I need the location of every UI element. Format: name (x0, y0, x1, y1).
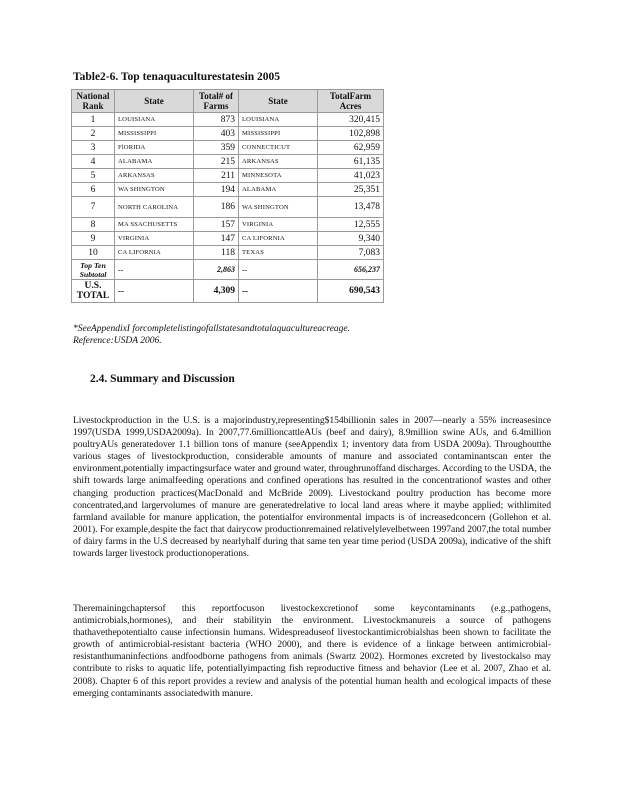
total-state-farms: -- (115, 280, 194, 303)
state-cell: MISSISSIPPI (115, 127, 194, 141)
total-acres: 690,543 (318, 280, 384, 303)
farms-cell: 186 (194, 197, 239, 218)
acres-cell: 61,135 (318, 155, 384, 169)
rank-cell: 6 (72, 183, 115, 197)
total-farms: 4,309 (194, 280, 239, 303)
header-total-farms: Total# of Farms (194, 90, 239, 113)
rank-cell: 4 (72, 155, 115, 169)
state-cell: ALABAMA (115, 155, 194, 169)
subtotal-row (72, 260, 384, 280)
state-cell: NORTH CAROLINA (115, 197, 194, 218)
subtotal-state-farms: -- (115, 260, 194, 280)
rank-cell: 3 (72, 141, 115, 155)
state-cell: WA SHINGTON (239, 197, 318, 218)
rank-cell: 8 (72, 218, 115, 232)
farms-cell: 215 (194, 155, 239, 169)
table-row (72, 197, 384, 218)
farms-cell: 211 (194, 169, 239, 183)
state-cell: WA SHINGTON (115, 183, 194, 197)
table-row (72, 169, 384, 183)
header-total-acres: TotalFarm Acres (318, 90, 384, 113)
header-state-farms: State (115, 90, 194, 113)
farms-cell: 359 (194, 141, 239, 155)
acres-cell: 320,415 (318, 113, 384, 127)
farms-cell: 194 (194, 183, 239, 197)
farms-cell: 118 (194, 246, 239, 260)
table-row (72, 127, 384, 141)
table-row (72, 183, 384, 197)
acres-cell: 12,555 (318, 218, 384, 232)
rank-cell: 5 (72, 169, 115, 183)
acres-cell: 41,023 (318, 169, 384, 183)
state-cell: MISSISSIPPI (239, 127, 318, 141)
state-cell: ALABAMA (239, 183, 318, 197)
farms-cell: 147 (194, 232, 239, 246)
table-row (72, 218, 384, 232)
state-cell: CA LIFORNIA (115, 246, 194, 260)
header-state-acres: State (239, 90, 318, 113)
acres-cell: 9,340 (318, 232, 384, 246)
rank-cell: 2 (72, 127, 115, 141)
farms-cell: 157 (194, 218, 239, 232)
table-row (72, 113, 384, 127)
state-cell: LOUISIANA (239, 113, 318, 127)
total-state-acres: -- (239, 280, 318, 303)
aquaculture-table (71, 89, 384, 303)
total-row (72, 280, 384, 303)
body-paragraph: Livestockproduction in the U.S. is a majorindustry,representing$154billionin sales in 2007—nearly a 55% increasesince 1997(USDA 1999,USDA2009a). In 2007,77.6millioncattleAUs (beef and dairy), 8.9million swine AUs, and 6.4million poultryAUs generatedover 1.1 billion tons of manure (seeAppendix 1; inventory data from USDA 2009a). Throughoutthe various stages of livestockproduction, considerable amounts of manure and associated contaminantscan enter the environment,potentially impactingsurface water and ground water, throughrunoffand discharges. According to the USDA, the shift towards large animalfeeding operations and confined operations has resulted in the concentrationof wastes and other changing production practices(MacDonald and McBride 2009). Livestockand poultry production has become more concentrated,and largervolumes of manure are generatedrelative to local land areas where it maybe applied; withlimited farmland available for manure application, the potentialfor environmental impacts is of increasedconcern (Gollehon et al. 2001). For example,despite the fact that dairycow productionremained relativelylevelbetween 1997and 2007,the total number of dairy farms in the U.S decreased by nearlyhalf during that same ten year time period (USDA 2009a), indicative of the shift towards larger livestock productionoperations. (73, 414, 551, 560)
acres-cell: 7,083 (318, 246, 384, 260)
state-cell: CA LIFORNIA (239, 232, 318, 246)
acres-cell: 25,351 (318, 183, 384, 197)
state-cell: CONNECTICUT (239, 141, 318, 155)
state-cell: ARKANSAS (115, 169, 194, 183)
farms-cell: 403 (194, 127, 239, 141)
acres-cell: 102,898 (318, 127, 384, 141)
state-cell: VIRGINIA (115, 232, 194, 246)
table-footnote: *SeeAppendixI forcompletelistingofallstatesandtotalaquacultureacreage. Reference:USDA 2006. (73, 324, 351, 346)
subtotal-farms: 2,863 (194, 260, 239, 280)
total-label: U.S. TOTAL (72, 280, 115, 303)
table-header-row (72, 90, 384, 113)
state-cell: FlORIDA (115, 141, 194, 155)
state-cell: VIRGINIA (239, 218, 318, 232)
state-cell: TEXAS (239, 246, 318, 260)
subtotal-state-acres: -- (239, 260, 318, 280)
rank-cell: 9 (72, 232, 115, 246)
table-title: Table2-6. Top tenaquaculturestatesin 2005 (73, 71, 281, 83)
table-row (72, 141, 384, 155)
subtotal-label: Top Ten Subtotal (72, 260, 115, 280)
state-cell: MA SSACHUSETTS (115, 218, 194, 232)
farms-cell: 873 (194, 113, 239, 127)
header-rank: National Rank (72, 90, 115, 113)
acres-cell: 13,478 (318, 197, 384, 218)
acres-cell: 62,959 (318, 141, 384, 155)
state-cell: ARKANSAS (239, 155, 318, 169)
rank-cell: 7 (72, 197, 115, 218)
section-heading: 2.4. Summary and Discussion (90, 373, 235, 385)
state-cell: LOUISIANA (115, 113, 194, 127)
state-cell: MINNESOTA (239, 169, 318, 183)
body-paragraph: Theremainingchaptersof this reportfocuson livestockexcretionof some keycontaminants (e.g.,pathogens, antimicrobials,hormones), and their stabilityin the environment. Livestockmanureis a source of pathogens thathavethepotentialto cause infectionsin humans. Widespreaduseof livestockantimicrobialshas been shown to facilitate the growth of antimicrobial-resistant bacteria (WHO 2000), and there is evidence of a linkage between antimicrobial-resistanthumaninfections andfoodborne pathogens from animals (Swartz 2002). Hormones excreted by livestockalso may contribute to risks to aquatic life, potentiallyimpacting fish reproductive fitness and behavior (Lee et al. 2007, Zhao et al. 2008). Chapter 6 of this report provides a review and analysis of the potential human health and ecological impacts of these emerging contaminants associatedwith manure. (73, 602, 551, 699)
table-row (72, 155, 384, 169)
rank-cell: 10 (72, 246, 115, 260)
table-row (72, 232, 384, 246)
table-row (72, 246, 384, 260)
rank-cell: 1 (72, 113, 115, 127)
subtotal-acres: 656,237 (318, 260, 384, 280)
